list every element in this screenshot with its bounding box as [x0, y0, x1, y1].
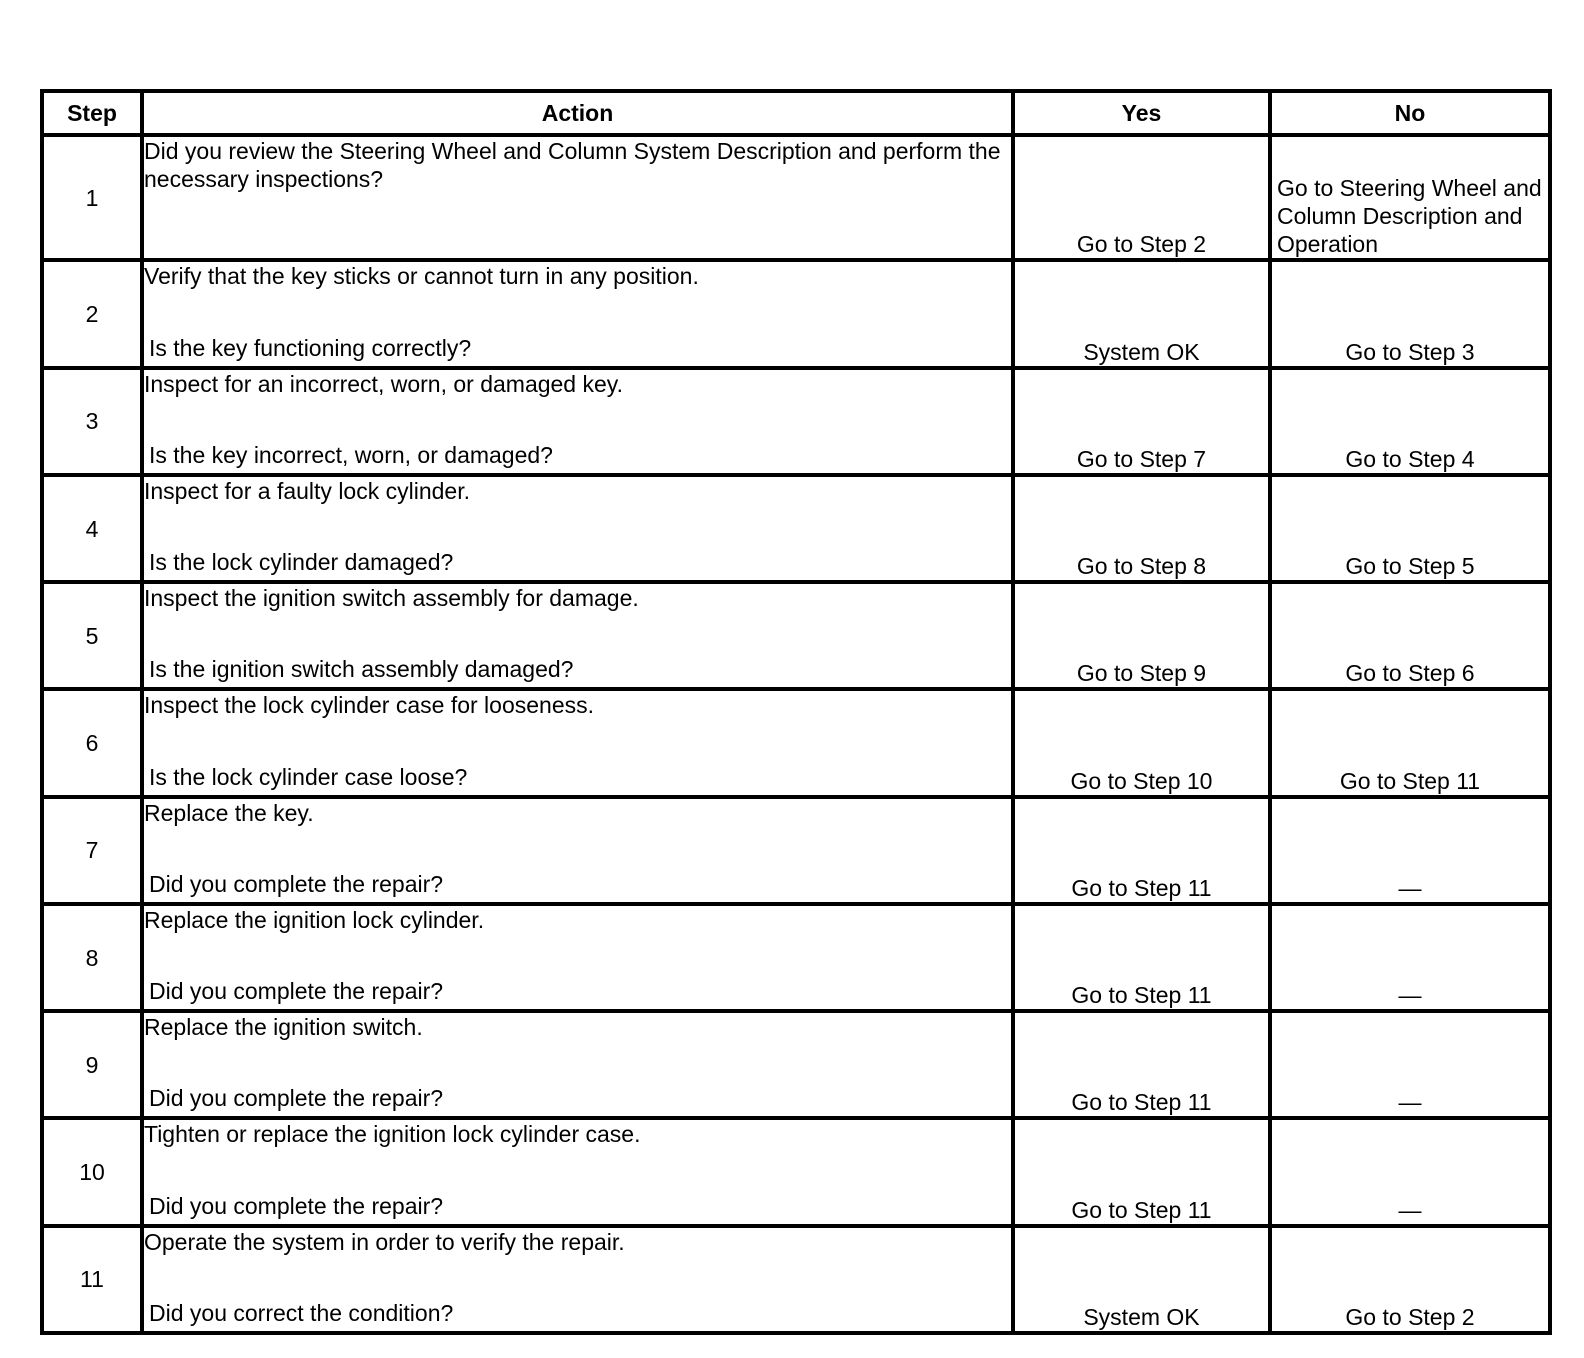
table-row — [42, 797, 1550, 904]
header-step: Step — [42, 91, 142, 135]
diagnostic-table — [40, 89, 1552, 1335]
action-question: Is the ignition switch assembly damaged? — [149, 656, 574, 683]
table-row — [42, 135, 1550, 260]
yes-cell: System OK — [1013, 260, 1270, 367]
no-cell: Go to Step 3 — [1270, 260, 1550, 367]
action-text: Did you review the Steering Wheel and Column System Description and perform the necessary inspections? — [144, 138, 1001, 192]
action-question: Is the lock cylinder damaged? — [149, 549, 454, 576]
action-text: Inspect for an incorrect, worn, or damaged key. — [144, 370, 623, 397]
action-cell — [142, 1226, 1013, 1333]
step-number: 9 — [42, 1011, 142, 1118]
action-question: Did you correct the condition? — [149, 1300, 454, 1326]
action-cell — [142, 904, 1013, 1011]
action-question: Is the key functioning correctly? — [149, 334, 472, 361]
action-text: Verify that the key sticks or cannot turn in any position. — [144, 263, 699, 290]
yes-cell: Go to Step 11 — [1013, 1118, 1270, 1225]
table-row — [42, 260, 1550, 367]
step-number: 10 — [42, 1118, 142, 1225]
action-text: Inspect the lock cylinder case for looseness. — [144, 692, 595, 719]
action-cell — [142, 582, 1013, 689]
step-number: 1 — [42, 135, 142, 260]
step-number: 7 — [42, 797, 142, 904]
no-cell: Go to Step 5 — [1270, 475, 1550, 582]
table-row — [42, 1011, 1550, 1118]
no-cell: — — [1270, 797, 1550, 904]
yes-cell: Go to Step 11 — [1013, 904, 1270, 1011]
action-text: Inspect for a faulty lock cylinder. — [144, 477, 470, 504]
table-row — [42, 582, 1550, 689]
action-text: Inspect the ignition switch assembly for damage. — [144, 585, 639, 612]
action-text: Replace the key. — [144, 799, 314, 826]
no-cell: Go to Step 11 — [1270, 689, 1550, 796]
table-row — [42, 1118, 1550, 1225]
yes-cell: Go to Step 7 — [1013, 368, 1270, 475]
action-cell — [142, 260, 1013, 367]
action-question: Did you complete the repair? — [149, 870, 444, 897]
action-cell — [142, 475, 1013, 582]
header-row — [42, 91, 1550, 135]
step-number: 6 — [42, 689, 142, 796]
yes-cell: Go to Step 11 — [1013, 797, 1270, 904]
action-question: Is the key incorrect, worn, or damaged? — [149, 441, 553, 468]
action-text: Replace the ignition switch. — [144, 1014, 423, 1041]
step-number: 2 — [42, 260, 142, 367]
yes-cell: Go to Step 10 — [1013, 689, 1270, 796]
yes-cell: Go to Step 2 — [1013, 135, 1270, 260]
action-cell — [142, 135, 1013, 260]
step-number: 5 — [42, 582, 142, 689]
header-yes: Yes — [1013, 91, 1270, 135]
step-number: 11 — [42, 1226, 142, 1333]
action-question: Did you complete the repair? — [149, 978, 444, 1005]
action-cell — [142, 368, 1013, 475]
table-row — [42, 689, 1550, 796]
action-cell — [142, 1011, 1013, 1118]
table-row — [42, 904, 1550, 1011]
yes-cell: Go to Step 11 — [1013, 1011, 1270, 1118]
action-text: Replace the ignition lock cylinder. — [144, 906, 485, 933]
action-text: Tighten or replace the ignition lock cylinder case. — [144, 1121, 641, 1148]
action-text: Operate the system in order to verify the repair. — [144, 1228, 625, 1255]
no-cell: — — [1270, 1011, 1550, 1118]
yes-cell: Go to Step 9 — [1013, 582, 1270, 689]
yes-cell: Go to Step 8 — [1013, 475, 1270, 582]
step-number: 3 — [42, 368, 142, 475]
yes-cell: System OK — [1013, 1226, 1270, 1333]
table-row — [42, 475, 1550, 582]
action-question: Did you complete the repair? — [149, 1192, 444, 1219]
action-question: Did you complete the repair? — [149, 1085, 444, 1112]
step-number: 4 — [42, 475, 142, 582]
no-cell: — — [1270, 904, 1550, 1011]
no-cell: Go to Step 4 — [1270, 368, 1550, 475]
header-no: No — [1270, 91, 1550, 135]
table-row — [42, 368, 1550, 475]
no-cell: Go to Steering Wheel and Column Description and Operation — [1270, 135, 1550, 260]
table-row — [42, 1226, 1550, 1333]
step-number: 8 — [42, 904, 142, 1011]
action-cell — [142, 689, 1013, 796]
action-question: Is the lock cylinder case loose? — [149, 763, 468, 790]
no-cell: Go to Step 6 — [1270, 582, 1550, 689]
no-cell: Go to Step 2 — [1270, 1226, 1550, 1333]
header-action: Action — [142, 91, 1013, 135]
no-cell: — — [1270, 1118, 1550, 1225]
action-cell — [142, 797, 1013, 904]
action-cell — [142, 1118, 1013, 1225]
